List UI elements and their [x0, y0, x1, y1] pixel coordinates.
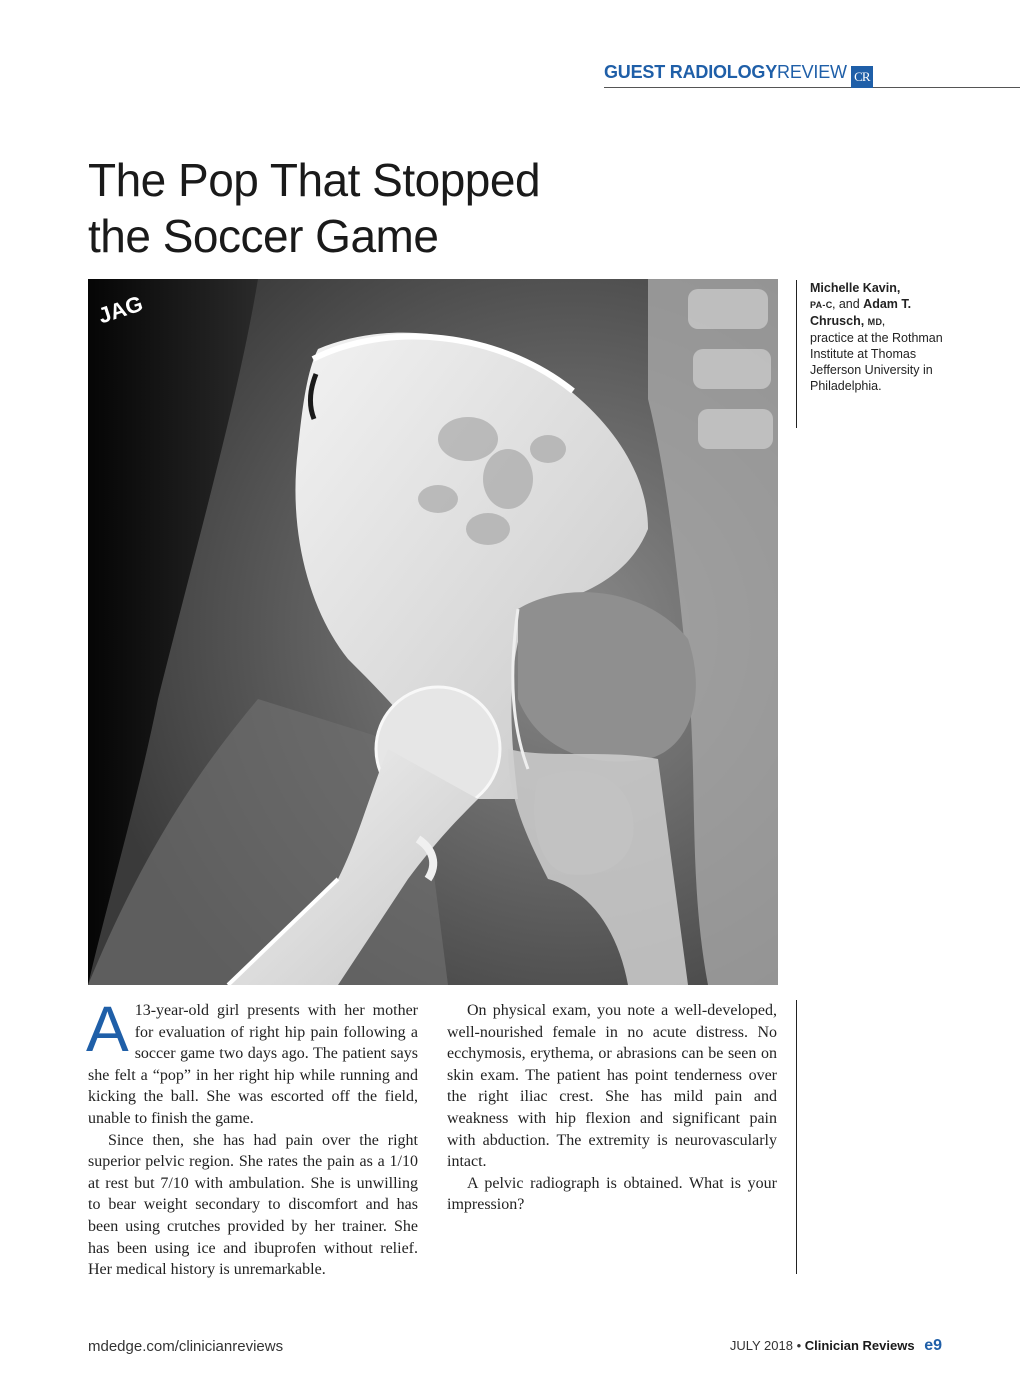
footer-bullet: •	[796, 1338, 802, 1353]
paragraph-3: On physical exam, you note a well-developed, well-nourished female in no acute distress. No ecchymosis, erythema, or abrasions can be seen on skin exam. The patient has point tenderness over the right iliac crest. She has mild pain and weakness with hip flexion and significant pain with abduction. The extremity is neurovascularly intact.	[447, 1002, 777, 1171]
section-label-bold: GUEST RADIOLOGY	[604, 62, 778, 82]
footer-journal: Clinician Reviews	[804, 1338, 915, 1353]
author-2-credential: MD,	[867, 317, 886, 327]
sidebar-rule	[796, 280, 797, 428]
author-1-credential: PA-C,	[810, 300, 836, 310]
byline-and: and	[838, 297, 860, 311]
author-byline	[810, 280, 950, 394]
paragraph-4: A pelvic radiograph is obtained. What is your impression?	[447, 1174, 777, 1214]
footer-info	[730, 1337, 942, 1355]
pelvic-radiograph	[88, 279, 778, 985]
body-column-2	[447, 1000, 777, 1216]
footer-date: JULY 2018	[729, 1338, 793, 1353]
drop-cap: A	[86, 993, 129, 1065]
section-label-light: REVIEW	[777, 62, 847, 82]
column-rule	[796, 1000, 797, 1274]
body-column-1	[86, 993, 418, 1281]
paragraph-2: Since then, she has had pain over the right superior pelvic region. She rates the pain as a 1/10 at rest but 7/10 with ambulation. She is unwilling to bear weight secondary to discomfort and has been using crutches provided by her trainer. She has been using ice and ibuprofen without relief. Her medical history is unremarkable.	[88, 1131, 418, 1279]
article-title	[88, 152, 728, 264]
cr-logo: CR	[851, 66, 873, 88]
radiograph-marker: JAG	[95, 290, 146, 329]
radiograph-image	[88, 279, 778, 985]
author-affiliation: practice at the Rothman Institute at Thomas Jefferson University in Philadelphia.	[810, 331, 943, 393]
title-line-1: The Pop That Stopped	[88, 154, 541, 206]
section-label	[604, 62, 873, 88]
section-header	[604, 58, 1020, 90]
footer-page-number: e9	[924, 1337, 942, 1354]
author-2-last: Chrusch,	[810, 314, 865, 328]
footer-url: mdedge.com/clinicianreviews	[88, 1338, 284, 1355]
paragraph-1: 13-year-old girl presents with her mother for evaluation of right hip pain following a soccer game two days ago. The patient says she felt a “pop” in her right hip while running and kicking the ball. She was escorted off the field, unable to finish the game.	[88, 1002, 418, 1127]
author-2-first: Adam T.	[863, 297, 912, 311]
author-1: Michelle Kavin,	[810, 281, 901, 295]
title-line-2: the Soccer Game	[88, 210, 439, 262]
